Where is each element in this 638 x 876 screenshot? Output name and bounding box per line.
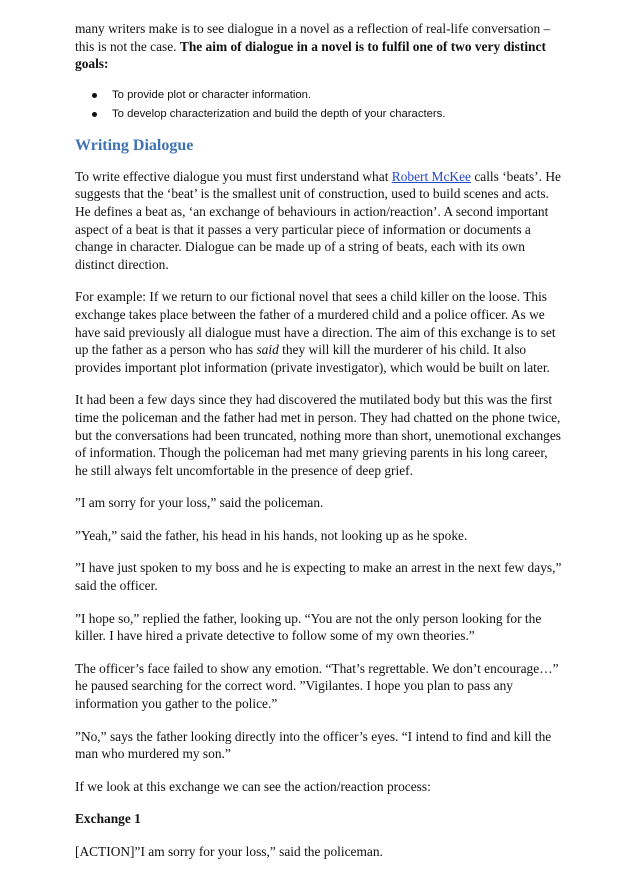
exchange-line: [ACTION]”I am sorry for your loss,” said the policeman. [75,844,383,859]
intro-paragraph [75,20,563,73]
dialogue-line: ”I have just spoken to my boss and he is expecting to make an arrest in the next few days,” said the officer. [75,560,562,594]
intro-text: many writers make is to see dialogue in a novel as a reflection of real-life conversation – this is not the case. [75,21,551,54]
intro-bold-text: The aim of dialogue in a novel is to fulfil one of two very distinct goals: [75,38,546,72]
page-content [75,20,563,876]
list-item [75,105,563,124]
bullet-icon [92,93,97,98]
bullet-icon [92,112,97,117]
list-item [75,86,563,105]
list-item-text: To develop characterization and build the depth of your characters. [112,107,446,120]
section-heading: Writing Dialogue [75,136,194,154]
paragraph-text: To write effective dialogue you must first understand what [75,168,392,184]
dialogue-line: The officer’s face failed to show any emotion. “That’s regrettable. We don’t encourage…” he paused searching for the correct word. ”Vigilantes. I hope you plan to pass any information you gather to the police.” [75,660,559,712]
paragraph-analysis: If we look at this exchange we can see the action/reaction process: [75,778,431,794]
paragraph-text: they will kill the murderer of his child. It also provides important plot information (private investigator), which would be built on later. [75,342,550,375]
paragraph-scene: It had been a few days since they had discovered the mutilated body but this was the first time the policeman and the father had met in person. They had chatted on the phone twice, but the conversations had been truncated, nothing more than short, unemotional exchanges of information. Though the policeman had met many grieving parents in his long career, he still always felt uncomfortable in the presence of deep grief. [75,392,562,478]
dialogue-line: ”I am sorry for your loss,” said the policeman. [75,495,324,511]
goals-list [75,86,563,124]
dialogue-line: ”Yeah,” said the father, his head in his hands, not looking up as he spoke. [75,527,468,543]
emphasis-text: said [256,342,279,358]
dialogue-line: ”I hope so,” replied the father, looking up. “You are not the only person looking for the killer. I have hired a private detective to follow some of my own theories.” [75,610,542,644]
exchange-heading: Exchange 1 [75,811,141,827]
robert-mckee-link[interactable]: Robert McKee [391,168,471,184]
paragraph-beats [75,168,563,274]
list-item-text: To provide plot or character information. [112,88,312,101]
paragraph-text: For example: If we return to our fictional novel that sees a child killer on the loose. This exchange takes place between the father of a murdered child and a police officer. As we have said previously all dialogue must have a direction. The aim of this exchange is to set up the father as a person who has [75,289,556,358]
dialogue-line: ”No,” says the father looking directly into the officer’s eyes. “I intend to find and kill the man who murdered my son.” [75,728,552,762]
paragraph-example [75,288,563,376]
paragraph-text: calls ‘beats’. He suggests that the ‘beat’ is the smallest unit of construction, used to build scenes and acts. He defines a beat as, ‘an exchange of behaviours in action/reaction’. A second important aspect of a beat is that it passes a very particular piece of information or documents a change in character. Dialogue can be made up of a string of beats, each with its own distinct direction. [75,168,561,272]
